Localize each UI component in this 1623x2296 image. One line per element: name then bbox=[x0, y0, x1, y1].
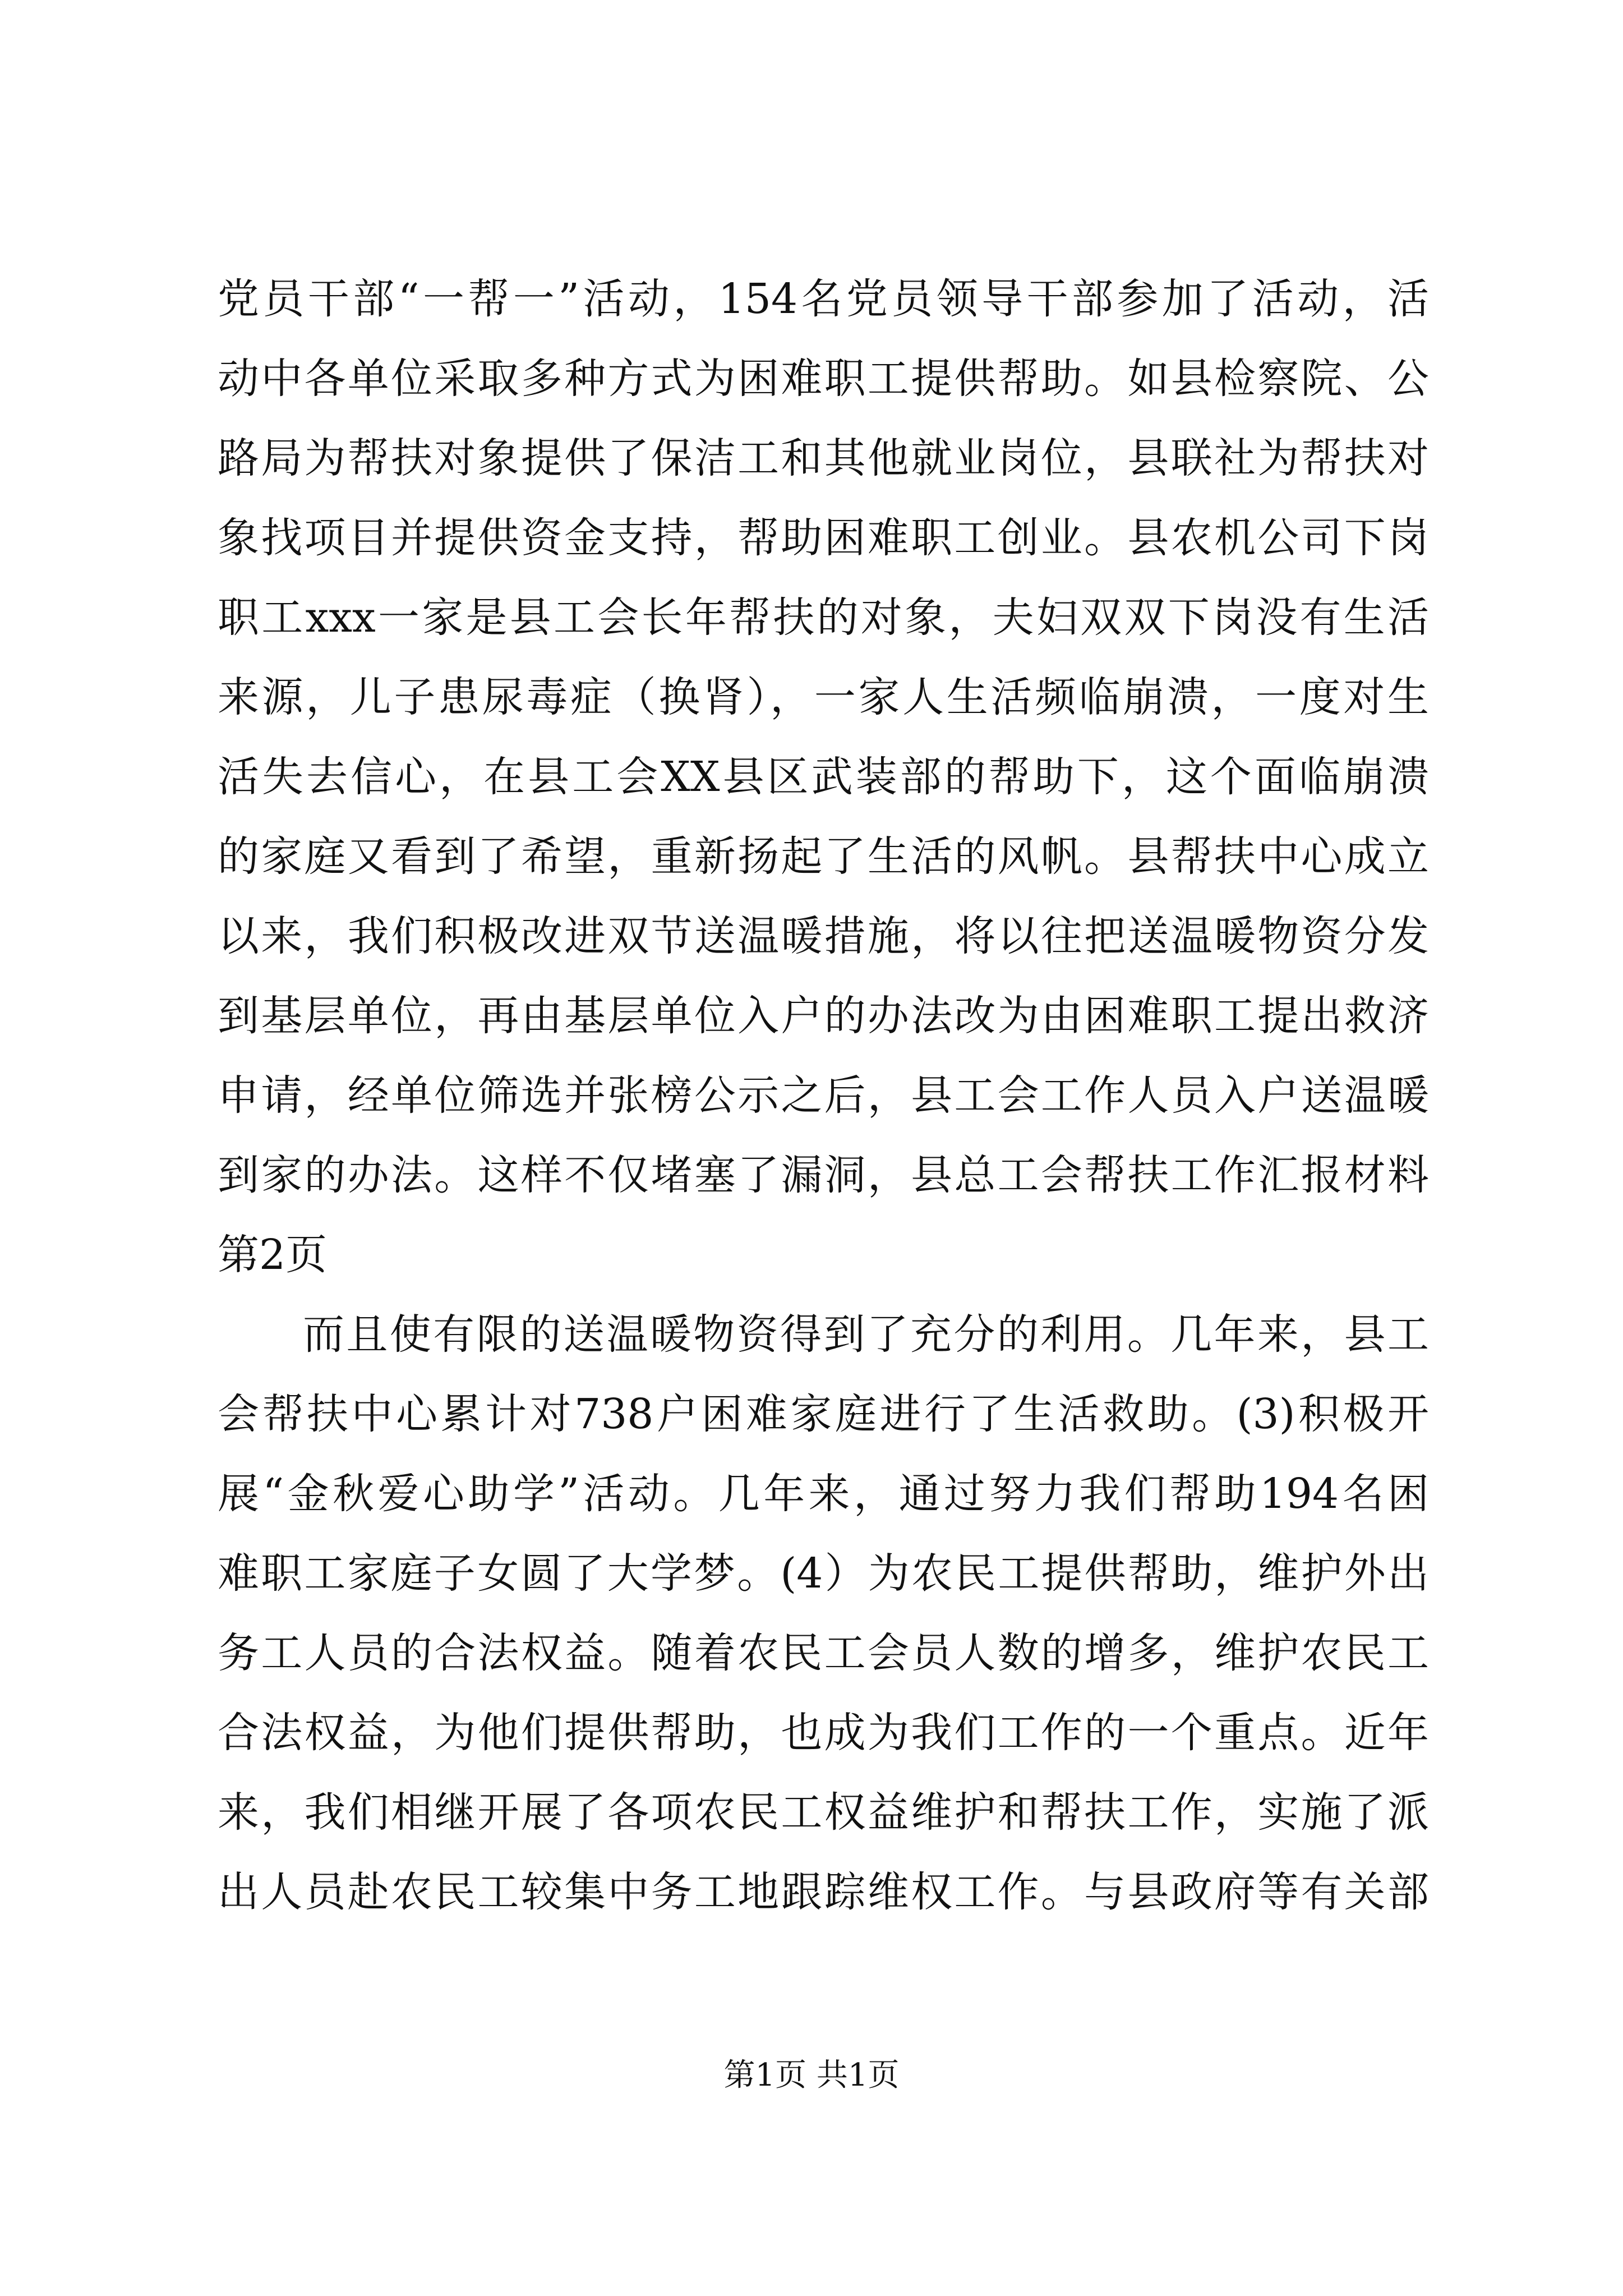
text-line: 会帮扶中心累计对738户困难家庭进行了生活救助。(3)积极开 bbox=[218, 1390, 1429, 1438]
text-line: 职工xxx一家是县工会长年帮扶的对象，夫妇双双下岗没有生活 bbox=[218, 593, 1429, 642]
text-line: 象找项目并提供资金支持，帮助困难职工创业。县农机公司下岗 bbox=[218, 514, 1429, 562]
text-line: 来源，儿子患尿毒症（换肾），一家人生活频临崩溃，一度对生 bbox=[218, 673, 1429, 721]
text-line: 难职工家庭子女圆了大学梦。(4）为农民工提供帮助，维护外出 bbox=[218, 1549, 1429, 1598]
document-body bbox=[218, 259, 1429, 1932]
text-line: 路局为帮扶对象提供了保洁工和其他就业岗位，县联社为帮扶对 bbox=[218, 434, 1429, 482]
text-line: 的家庭又看到了希望，重新扬起了生活的风帆。县帮扶中心成立 bbox=[218, 832, 1429, 881]
text-line: 以来，我们积极改进双节送温暖措施，将以往把送温暖物资分发 bbox=[218, 912, 1429, 960]
text-line: 到基层单位，再由基层单位入户的办法改为由困难职工提出救济 bbox=[218, 992, 1429, 1040]
text-line: 来，我们相继开展了各项农民工权益维护和帮扶工作，实施了派 bbox=[218, 1788, 1429, 1837]
text-line: 合法权益，为他们提供帮助，也成为我们工作的一个重点。近年 bbox=[218, 1709, 1429, 1757]
text-line: 展“金秋爱心助学”活动。几年来，通过努力我们帮助194名困 bbox=[218, 1470, 1429, 1518]
text-line: 动中各单位采取多种方式为困难职工提供帮助。如县检察院、公 bbox=[218, 355, 1429, 403]
paragraph-first-line: 而且使有限的送温暖物资得到了充分的利用。几年来，县工 bbox=[303, 1310, 1429, 1359]
text-line: 活失去信心，在县工会XX县区武装部的帮助下，这个面临崩溃 bbox=[218, 753, 1429, 801]
text-line: 出人员赴农民工较集中务工地跟踪维权工作。与县政府等有关部 bbox=[218, 1868, 1429, 1916]
text-line: 到家的办法。这样不仅堵塞了漏洞，县总工会帮扶工作汇报材料 bbox=[218, 1151, 1429, 1199]
text-line: 申请，经单位筛选并张榜公示之后，县工会工作人员入户送温暖 bbox=[218, 1071, 1429, 1120]
page-reference-line: 第2页 bbox=[218, 1231, 328, 1279]
text-line: 党员干部“一帮一”活动，154名党员领导干部参加了活动，活 bbox=[218, 275, 1429, 323]
text-line: 务工人员的合法权益。随着农民工会员人数的增多，维护农民工 bbox=[218, 1629, 1429, 1677]
page-footer: 第1页 共1页 bbox=[723, 2057, 900, 2093]
